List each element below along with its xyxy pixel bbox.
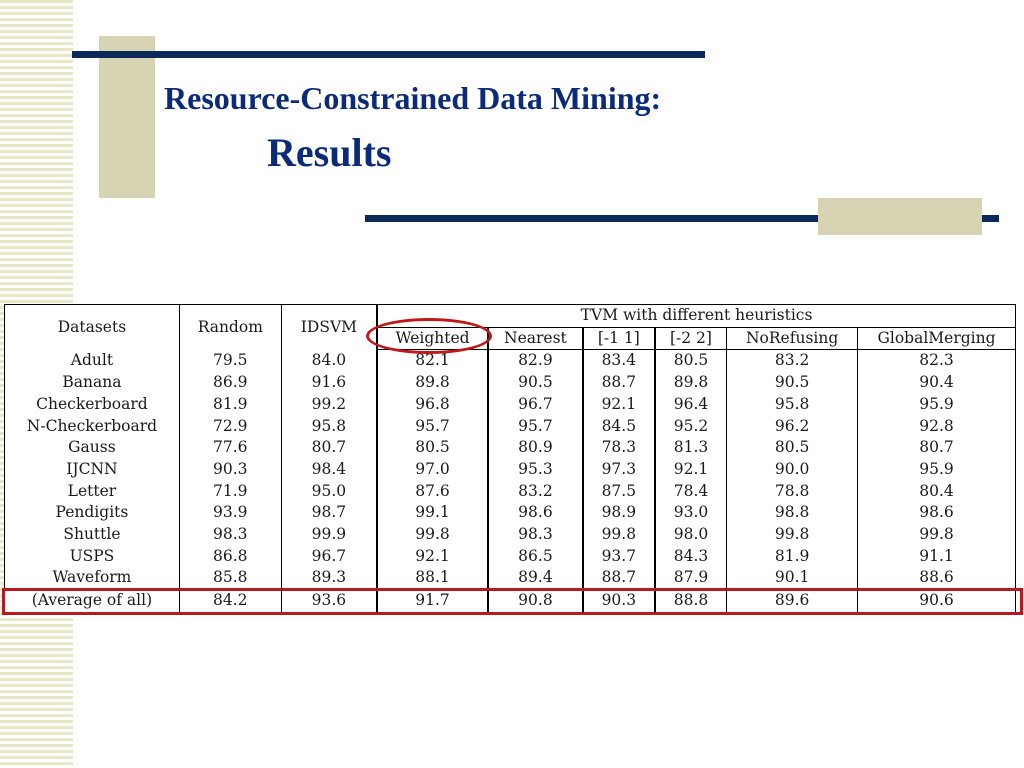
cell-norefusing: 90.5 — [727, 372, 858, 394]
cell-idsvm: 95.8 — [281, 416, 377, 438]
cell-idsvm: 84.0 — [281, 350, 377, 372]
table-row — [5, 459, 1016, 481]
header-datasets: Datasets — [5, 305, 180, 350]
cell-idsvm: 98.4 — [281, 459, 377, 481]
cell-globalmerging: 80.7 — [858, 437, 1016, 459]
slide-title: Resource-Constrained Data Mining: — [164, 80, 662, 116]
cell-idsvm: 80.7 — [281, 437, 377, 459]
cell-norefusing: 98.8 — [727, 502, 858, 524]
table-row — [5, 416, 1016, 438]
cell-norefusing: 83.2 — [727, 350, 858, 372]
cell-weighted: 99.1 — [377, 502, 488, 524]
header-tvm-group: TVM with different heuristics — [377, 305, 1015, 328]
cell-range-1: 83.4 — [583, 350, 655, 372]
cell-globalmerging: 80.4 — [858, 481, 1016, 503]
cell-range-1: 87.5 — [583, 481, 655, 503]
cell-random: 71.9 — [179, 481, 281, 503]
cell-norefusing: 90.1 — [727, 567, 858, 589]
table-row — [5, 350, 1016, 372]
cell-idsvm: 95.0 — [281, 481, 377, 503]
cell-range-2: 89.8 — [655, 372, 727, 394]
cell-nearest: 98.6 — [488, 502, 583, 524]
avg-range-2: 88.8 — [655, 590, 727, 613]
cell-globalmerging: 91.1 — [858, 546, 1016, 568]
dataset-name: USPS — [5, 546, 180, 568]
cell-norefusing: 96.2 — [727, 416, 858, 438]
dataset-name: N-Checkerboard — [5, 416, 180, 438]
cell-weighted: 99.8 — [377, 524, 488, 546]
cell-range-2: 87.9 — [655, 567, 727, 589]
avg-random: 84.2 — [179, 590, 281, 613]
cell-nearest: 95.3 — [488, 459, 583, 481]
cell-globalmerging: 82.3 — [858, 350, 1016, 372]
cell-idsvm: 91.6 — [281, 372, 377, 394]
cell-norefusing: 90.0 — [727, 459, 858, 481]
cell-range-2: 95.2 — [655, 416, 727, 438]
dataset-name: Checkerboard — [5, 394, 180, 416]
table-row — [5, 437, 1016, 459]
header-range-1: [-1 1] — [583, 327, 655, 350]
cell-nearest: 89.4 — [488, 567, 583, 589]
cell-idsvm: 99.9 — [281, 524, 377, 546]
dataset-name: IJCNN — [5, 459, 180, 481]
header-row — [5, 305, 1016, 328]
cell-range-2: 96.4 — [655, 394, 727, 416]
cell-random: 79.5 — [179, 350, 281, 372]
cell-range-1: 84.5 — [583, 416, 655, 438]
cell-nearest: 82.9 — [488, 350, 583, 372]
avg-nearest: 90.8 — [488, 590, 583, 613]
cell-norefusing: 78.8 — [727, 481, 858, 503]
table-row — [5, 481, 1016, 503]
header-weighted: Weighted — [377, 327, 488, 350]
dataset-name: Waveform — [5, 567, 180, 589]
dataset-name: Gauss — [5, 437, 180, 459]
tan-accent-block-right — [818, 198, 982, 235]
navy-rule-top — [72, 51, 705, 58]
cell-norefusing: 81.9 — [727, 546, 858, 568]
tan-accent-block-left — [99, 36, 155, 198]
cell-range-1: 78.3 — [583, 437, 655, 459]
cell-idsvm: 96.7 — [281, 546, 377, 568]
cell-weighted: 88.1 — [377, 567, 488, 589]
cell-random: 86.9 — [179, 372, 281, 394]
table-row — [5, 546, 1016, 568]
cell-nearest: 96.7 — [488, 394, 583, 416]
cell-idsvm: 99.2 — [281, 394, 377, 416]
cell-globalmerging: 98.6 — [858, 502, 1016, 524]
cell-weighted: 92.1 — [377, 546, 488, 568]
cell-idsvm: 98.7 — [281, 502, 377, 524]
cell-weighted: 82.1 — [377, 350, 488, 372]
slide-subtitle: Results — [267, 130, 392, 175]
cell-globalmerging: 92.8 — [858, 416, 1016, 438]
average-row-highlight-box — [2, 588, 1023, 615]
cell-range-1: 88.7 — [583, 567, 655, 589]
cell-range-1: 88.7 — [583, 372, 655, 394]
cell-random: 86.8 — [179, 546, 281, 568]
cell-nearest: 86.5 — [488, 546, 583, 568]
avg-idsvm: 93.6 — [281, 590, 377, 613]
cell-nearest: 90.5 — [488, 372, 583, 394]
cell-random: 98.3 — [179, 524, 281, 546]
avg-globalmerging: 90.6 — [858, 590, 1016, 613]
cell-globalmerging: 88.6 — [858, 567, 1016, 589]
dataset-name: Pendigits — [5, 502, 180, 524]
cell-range-2: 92.1 — [655, 459, 727, 481]
cell-range-1: 92.1 — [583, 394, 655, 416]
header-globalmerging: GlobalMerging — [858, 327, 1016, 350]
cell-random: 93.9 — [179, 502, 281, 524]
avg-norefusing: 89.6 — [727, 590, 858, 613]
cell-random: 81.9 — [179, 394, 281, 416]
table-row — [5, 502, 1016, 524]
header-norefusing: NoRefusing — [727, 327, 858, 350]
cell-globalmerging: 95.9 — [858, 394, 1016, 416]
cell-random: 90.3 — [179, 459, 281, 481]
dataset-name: Shuttle — [5, 524, 180, 546]
cell-range-1: 97.3 — [583, 459, 655, 481]
avg-weighted: 91.7 — [377, 590, 488, 613]
table-row — [5, 394, 1016, 416]
header-idsvm: IDSVM — [281, 305, 377, 350]
cell-norefusing: 99.8 — [727, 524, 858, 546]
cell-norefusing: 80.5 — [727, 437, 858, 459]
cell-weighted: 96.8 — [377, 394, 488, 416]
dataset-name: Letter — [5, 481, 180, 503]
table-row — [5, 372, 1016, 394]
dataset-name: Banana — [5, 372, 180, 394]
header-range-2: [-2 2] — [655, 327, 727, 350]
cell-globalmerging: 95.9 — [858, 459, 1016, 481]
header-nearest: Nearest — [488, 327, 583, 350]
cell-range-2: 81.3 — [655, 437, 727, 459]
avg-range-1: 90.3 — [583, 590, 655, 613]
results-table — [4, 304, 1016, 613]
cell-random: 85.8 — [179, 567, 281, 589]
header-random: Random — [179, 305, 281, 350]
cell-weighted: 97.0 — [377, 459, 488, 481]
dataset-name: Adult — [5, 350, 180, 372]
cell-weighted: 89.8 — [377, 372, 488, 394]
cell-range-2: 78.4 — [655, 481, 727, 503]
cell-range-1: 98.9 — [583, 502, 655, 524]
cell-range-2: 93.0 — [655, 502, 727, 524]
cell-nearest: 98.3 — [488, 524, 583, 546]
cell-range-2: 84.3 — [655, 546, 727, 568]
cell-nearest: 83.2 — [488, 481, 583, 503]
cell-nearest: 95.7 — [488, 416, 583, 438]
cell-range-2: 80.5 — [655, 350, 727, 372]
cell-random: 72.9 — [179, 416, 281, 438]
cell-weighted: 80.5 — [377, 437, 488, 459]
table-row — [5, 567, 1016, 589]
weighted-highlight-circle — [366, 318, 492, 354]
average-label: (Average of all) — [5, 590, 180, 613]
cell-globalmerging: 90.4 — [858, 372, 1016, 394]
cell-range-2: 98.0 — [655, 524, 727, 546]
cell-random: 77.6 — [179, 437, 281, 459]
cell-range-1: 93.7 — [583, 546, 655, 568]
cell-norefusing: 95.8 — [727, 394, 858, 416]
cell-weighted: 87.6 — [377, 481, 488, 503]
cell-range-1: 99.8 — [583, 524, 655, 546]
cell-nearest: 80.9 — [488, 437, 583, 459]
cell-idsvm: 89.3 — [281, 567, 377, 589]
table-row — [5, 524, 1016, 546]
cell-globalmerging: 99.8 — [858, 524, 1016, 546]
cell-weighted: 95.7 — [377, 416, 488, 438]
